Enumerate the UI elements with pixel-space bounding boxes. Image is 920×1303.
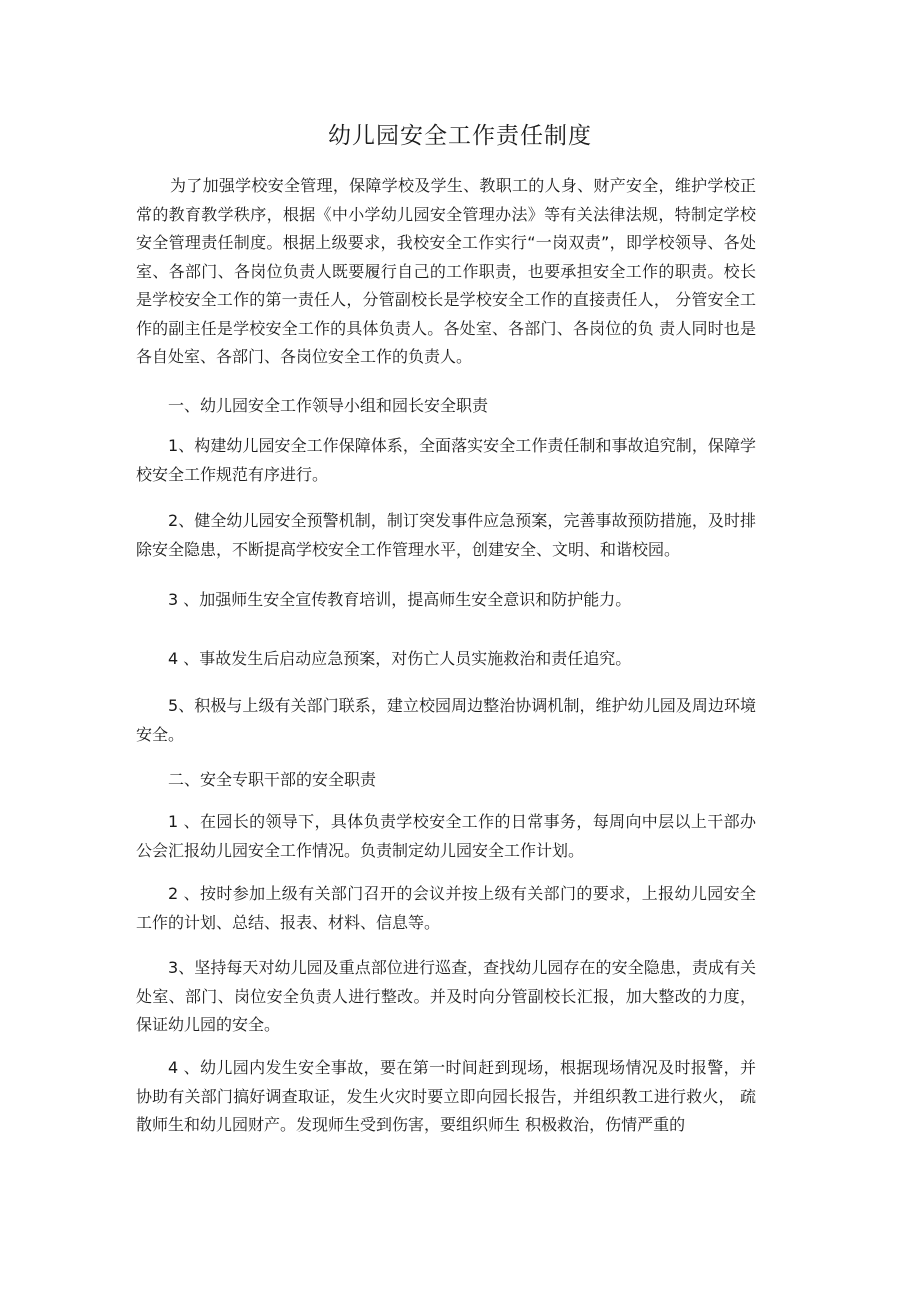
section-2-item-4: 4 、幼儿园内发生安全事故，要在第一时间赶到现场，根据现场情况及时报警，并协助有关部门搞好调查取证，发生火灾时要立即向园长报告，并组织教工进行救火， 疏散师生和幼儿园财产。发现师生受到伤害，要组织师生 积极救治，伤情严重的 — [136, 1058, 756, 1134]
section-1-item-1: 1、构建幼儿园安全工作保障体系，全面落实安全工作责任制和事故追究制，保障学校安全工作规范有序进行。 — [136, 436, 756, 484]
intro-paragraph: 为了加强学校安全管理，保障学校及学生、教职工的人身、财产安全，维护学校正常的教育教学秩序，根据《中小学幼儿园安全管理办法》等有关法律法规，特制定学校安全管理责任制度。根据上级要求，我校安全工作实行“一岗双责”，即学校领导、各处室、各部门、各岗位负责人既要履行自己的工作职责，也要承担安全工作的职责。校长是学校安全工作的第一责任人，分管副校长是学校安全工作的直接责任人， 分管安全工作的副主任是学校安全工作的具体负责人。各处室、各部门、各岗位的负 责人同时也是各自处室、各部门、各岗位安全工作的负责人。 — [136, 176, 756, 366]
section-1-item-4: 4 、事故发生后启动应急预案，对伤亡人员实施救治和责任追究。 — [168, 649, 632, 668]
section-2-item-2: 2 、按时参加上级有关部门召开的会议并按上级有关部门的要求，上报幼儿园安全工作的计划、总结、报表、材料、信息等。 — [136, 884, 756, 932]
section-1-item-3: 3 、加强师生安全宣传教育培训，提高师生安全意识和防护能力。 — [168, 590, 632, 609]
page-title: 幼儿园安全工作责任制度 — [328, 123, 592, 149]
section-1-item-5: 5、积极与上级有关部门联系，建立校园周边整治协调机制，维护幼儿园及周边环境安全。 — [136, 696, 756, 744]
section-1-item-2: 2、健全幼儿园安全预警机制，制订突发事件应急预案，完善事故预防措施，及时排除安全隐患，不断提高学校安全工作管理水平，创建安全、文明、和谐校园。 — [136, 511, 756, 559]
section-2-heading: 二、安全专职干部的安全职责 — [168, 770, 377, 789]
section-1-heading: 一、幼儿园安全工作领导小组和园长安全职责 — [168, 396, 489, 415]
section-2-item-3: 3、坚持每天对幼儿园及重点部位进行巡查，查找幼儿园存在的安全隐患，责成有关处室、部门、岗位安全负责人进行整改。并及时向分管副校长汇报，加大整改的力度，保证幼儿园的安全。 — [136, 958, 756, 1034]
section-2-item-1: 1 、在园长的领导下，具体负责学校安全工作的日常事务，每周向中层以上干部办公会汇报幼儿园安全工作情况。负责制定幼儿园安全工作计划。 — [136, 812, 756, 860]
